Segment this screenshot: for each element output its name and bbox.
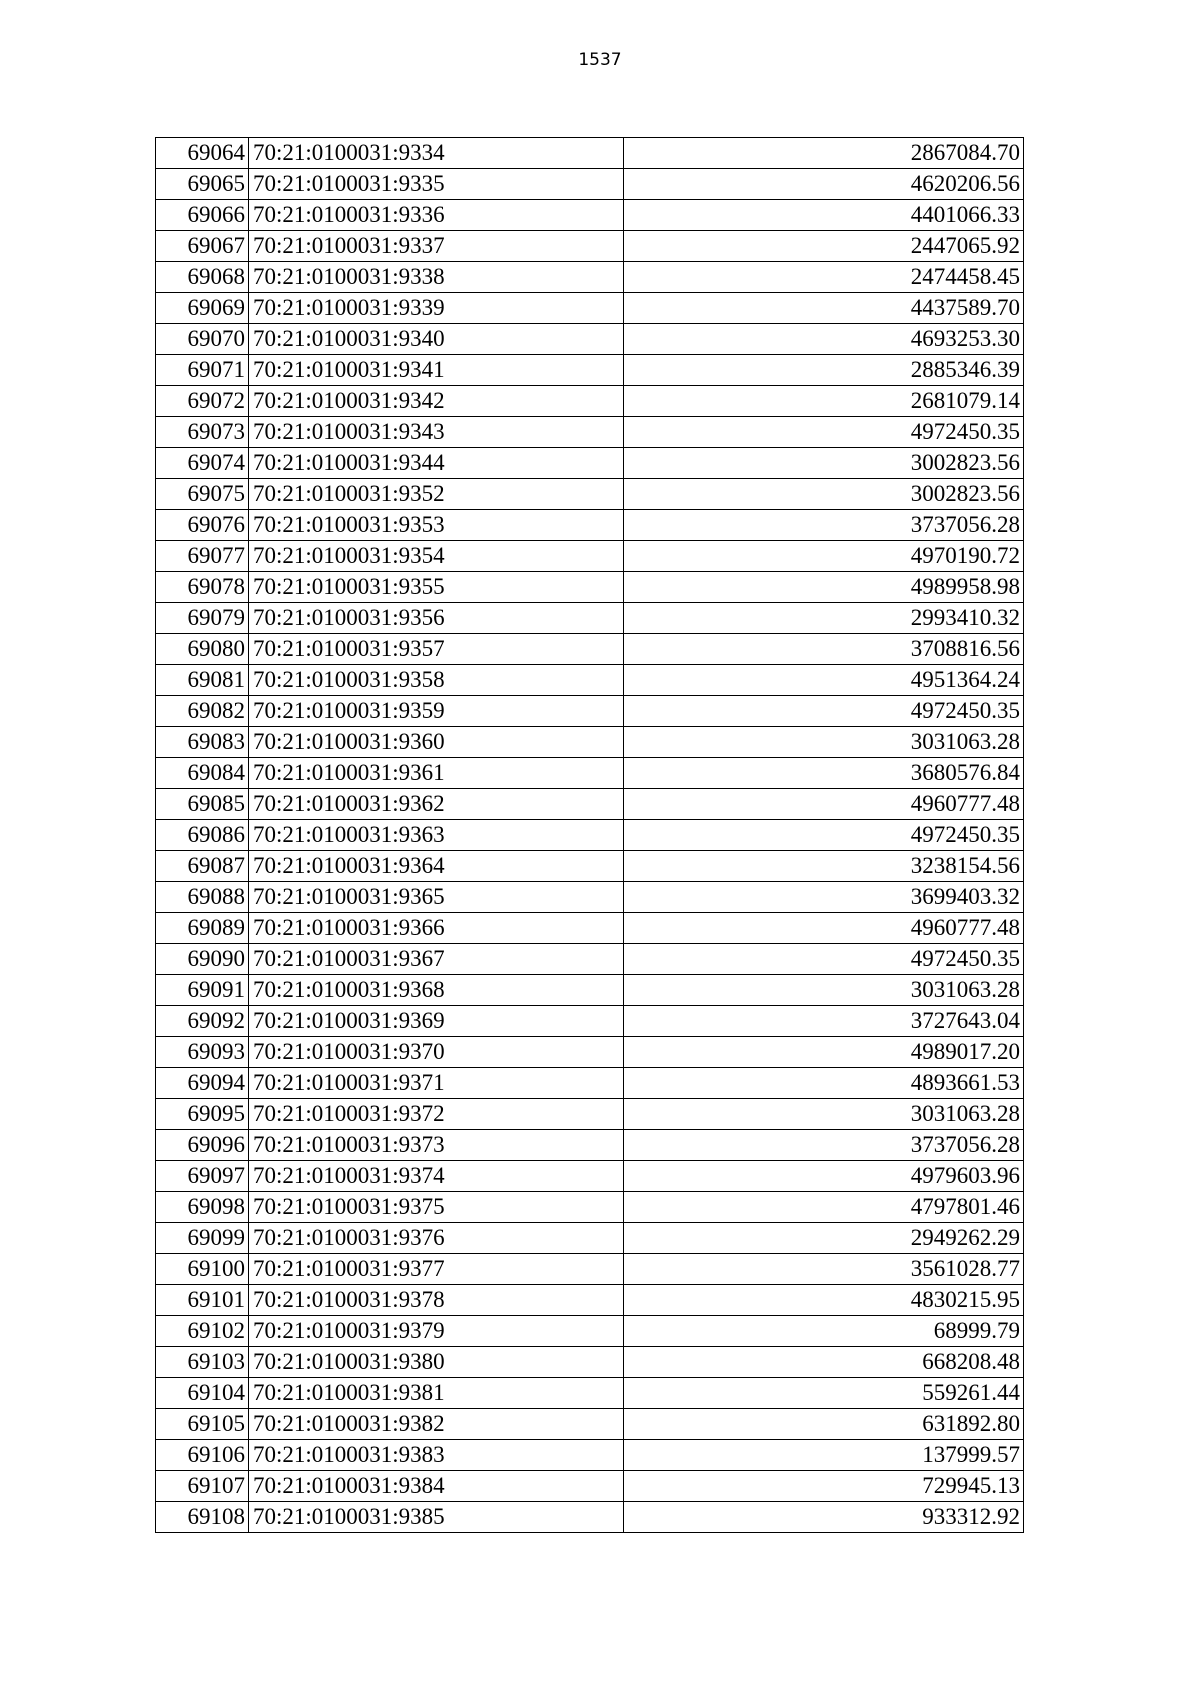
value-cell: 4693253.30 [624, 324, 1024, 355]
cadastral-number-cell: 70:21:0100031:9356 [249, 603, 624, 634]
row-number-cell: 69088 [156, 882, 249, 913]
value-cell: 4972450.35 [624, 944, 1024, 975]
table-row [156, 1502, 1024, 1533]
row-number-cell: 69072 [156, 386, 249, 417]
table-body [156, 138, 1024, 1533]
table-row [156, 479, 1024, 510]
cadastral-number-cell: 70:21:0100031:9336 [249, 200, 624, 231]
cadastral-number-cell: 70:21:0100031:9358 [249, 665, 624, 696]
table-row [156, 758, 1024, 789]
row-number-cell: 69073 [156, 417, 249, 448]
row-number-cell: 69091 [156, 975, 249, 1006]
value-cell: 2949262.29 [624, 1223, 1024, 1254]
cadastral-number-cell: 70:21:0100031:9370 [249, 1037, 624, 1068]
table-row [156, 727, 1024, 758]
value-cell: 3737056.28 [624, 1130, 1024, 1161]
table-row [156, 1347, 1024, 1378]
row-number-cell: 69067 [156, 231, 249, 262]
value-cell: 4437589.70 [624, 293, 1024, 324]
table-row [156, 851, 1024, 882]
row-number-cell: 69080 [156, 634, 249, 665]
value-cell: 4620206.56 [624, 169, 1024, 200]
cadastral-number-cell: 70:21:0100031:9359 [249, 696, 624, 727]
value-cell: 3238154.56 [624, 851, 1024, 882]
row-number-cell: 69093 [156, 1037, 249, 1068]
value-cell: 729945.13 [624, 1471, 1024, 1502]
table-row [156, 262, 1024, 293]
data-table [155, 137, 1024, 1533]
cadastral-number-cell: 70:21:0100031:9364 [249, 851, 624, 882]
table-row [156, 1440, 1024, 1471]
value-cell: 4979603.96 [624, 1161, 1024, 1192]
value-cell: 3031063.28 [624, 1099, 1024, 1130]
table-row [156, 944, 1024, 975]
cadastral-number-cell: 70:21:0100031:9369 [249, 1006, 624, 1037]
table-row [156, 1471, 1024, 1502]
cadastral-number-cell: 70:21:0100031:9341 [249, 355, 624, 386]
value-cell: 933312.92 [624, 1502, 1024, 1533]
cadastral-number-cell: 70:21:0100031:9382 [249, 1409, 624, 1440]
value-cell: 3031063.28 [624, 975, 1024, 1006]
value-cell: 2681079.14 [624, 386, 1024, 417]
value-cell: 4970190.72 [624, 541, 1024, 572]
value-cell: 4989958.98 [624, 572, 1024, 603]
value-cell: 2867084.70 [624, 138, 1024, 169]
cadastral-number-cell: 70:21:0100031:9342 [249, 386, 624, 417]
page-number: 1537 [578, 50, 622, 70]
cadastral-number-cell: 70:21:0100031:9366 [249, 913, 624, 944]
table-row [156, 820, 1024, 851]
cadastral-number-cell: 70:21:0100031:9374 [249, 1161, 624, 1192]
cadastral-number-cell: 70:21:0100031:9357 [249, 634, 624, 665]
value-cell: 3727643.04 [624, 1006, 1024, 1037]
value-cell: 631892.80 [624, 1409, 1024, 1440]
table-row [156, 913, 1024, 944]
cadastral-number-cell: 70:21:0100031:9340 [249, 324, 624, 355]
value-cell: 68999.79 [624, 1316, 1024, 1347]
value-cell: 3680576.84 [624, 758, 1024, 789]
row-number-cell: 69068 [156, 262, 249, 293]
cadastral-number-cell: 70:21:0100031:9376 [249, 1223, 624, 1254]
table-row [156, 169, 1024, 200]
row-number-cell: 69086 [156, 820, 249, 851]
cadastral-number-cell: 70:21:0100031:9372 [249, 1099, 624, 1130]
cadastral-number-cell: 70:21:0100031:9363 [249, 820, 624, 851]
row-number-cell: 69100 [156, 1254, 249, 1285]
row-number-cell: 69065 [156, 169, 249, 200]
table-row [156, 882, 1024, 913]
table-row [156, 572, 1024, 603]
row-number-cell: 69078 [156, 572, 249, 603]
cadastral-number-cell: 70:21:0100031:9335 [249, 169, 624, 200]
table-row [156, 386, 1024, 417]
row-number-cell: 69071 [156, 355, 249, 386]
table-row [156, 665, 1024, 696]
value-cell: 4830215.95 [624, 1285, 1024, 1316]
table-row [156, 293, 1024, 324]
value-cell: 3737056.28 [624, 510, 1024, 541]
row-number-cell: 69087 [156, 851, 249, 882]
cadastral-number-cell: 70:21:0100031:9371 [249, 1068, 624, 1099]
row-number-cell: 69084 [156, 758, 249, 789]
row-number-cell: 69104 [156, 1378, 249, 1409]
table-row [156, 231, 1024, 262]
row-number-cell: 69083 [156, 727, 249, 758]
value-cell: 4972450.35 [624, 417, 1024, 448]
row-number-cell: 69085 [156, 789, 249, 820]
table-row [156, 1254, 1024, 1285]
row-number-cell: 69102 [156, 1316, 249, 1347]
cadastral-number-cell: 70:21:0100031:9377 [249, 1254, 624, 1285]
value-cell: 559261.44 [624, 1378, 1024, 1409]
cadastral-number-cell: 70:21:0100031:9334 [249, 138, 624, 169]
row-number-cell: 69097 [156, 1161, 249, 1192]
value-cell: 2447065.92 [624, 231, 1024, 262]
value-cell: 4401066.33 [624, 200, 1024, 231]
cadastral-number-cell: 70:21:0100031:9352 [249, 479, 624, 510]
value-cell: 4893661.53 [624, 1068, 1024, 1099]
row-number-cell: 69106 [156, 1440, 249, 1471]
table-row [156, 603, 1024, 634]
cadastral-number-cell: 70:21:0100031:9360 [249, 727, 624, 758]
cadastral-number-cell: 70:21:0100031:9339 [249, 293, 624, 324]
cadastral-number-cell: 70:21:0100031:9344 [249, 448, 624, 479]
row-number-cell: 69069 [156, 293, 249, 324]
value-cell: 137999.57 [624, 1440, 1024, 1471]
row-number-cell: 69096 [156, 1130, 249, 1161]
table-row [156, 417, 1024, 448]
row-number-cell: 69081 [156, 665, 249, 696]
row-number-cell: 69089 [156, 913, 249, 944]
cadastral-number-cell: 70:21:0100031:9354 [249, 541, 624, 572]
cadastral-number-cell: 70:21:0100031:9353 [249, 510, 624, 541]
table-row [156, 138, 1024, 169]
table-row [156, 448, 1024, 479]
cadastral-number-cell: 70:21:0100031:9338 [249, 262, 624, 293]
cadastral-number-cell: 70:21:0100031:9375 [249, 1192, 624, 1223]
row-number-cell: 69105 [156, 1409, 249, 1440]
cadastral-number-cell: 70:21:0100031:9381 [249, 1378, 624, 1409]
value-cell: 2993410.32 [624, 603, 1024, 634]
value-cell: 3002823.56 [624, 448, 1024, 479]
value-cell: 4972450.35 [624, 696, 1024, 727]
value-cell: 668208.48 [624, 1347, 1024, 1378]
row-number-cell: 69107 [156, 1471, 249, 1502]
cadastral-number-cell: 70:21:0100031:9337 [249, 231, 624, 262]
cadastral-number-cell: 70:21:0100031:9385 [249, 1502, 624, 1533]
table-row [156, 975, 1024, 1006]
value-cell: 4972450.35 [624, 820, 1024, 851]
table-row [156, 1161, 1024, 1192]
table-row [156, 696, 1024, 727]
value-cell: 4960777.48 [624, 789, 1024, 820]
cadastral-number-cell: 70:21:0100031:9368 [249, 975, 624, 1006]
value-cell: 2474458.45 [624, 262, 1024, 293]
value-cell: 4960777.48 [624, 913, 1024, 944]
row-number-cell: 69108 [156, 1502, 249, 1533]
row-number-cell: 69074 [156, 448, 249, 479]
row-number-cell: 69077 [156, 541, 249, 572]
value-cell: 3699403.32 [624, 882, 1024, 913]
cadastral-number-cell: 70:21:0100031:9379 [249, 1316, 624, 1347]
cadastral-number-cell: 70:21:0100031:9365 [249, 882, 624, 913]
row-number-cell: 69098 [156, 1192, 249, 1223]
table-row [156, 200, 1024, 231]
value-cell: 3002823.56 [624, 479, 1024, 510]
table-row [156, 541, 1024, 572]
row-number-cell: 69064 [156, 138, 249, 169]
table-row [156, 1378, 1024, 1409]
table-row [156, 324, 1024, 355]
table-row [156, 1409, 1024, 1440]
table-row [156, 1285, 1024, 1316]
cadastral-number-cell: 70:21:0100031:9380 [249, 1347, 624, 1378]
value-cell: 3708816.56 [624, 634, 1024, 665]
row-number-cell: 69094 [156, 1068, 249, 1099]
row-number-cell: 69099 [156, 1223, 249, 1254]
row-number-cell: 69092 [156, 1006, 249, 1037]
row-number-cell: 69076 [156, 510, 249, 541]
value-cell: 2885346.39 [624, 355, 1024, 386]
value-cell: 3561028.77 [624, 1254, 1024, 1285]
cadastral-number-cell: 70:21:0100031:9361 [249, 758, 624, 789]
table-row [156, 1006, 1024, 1037]
table-row [156, 1192, 1024, 1223]
value-cell: 4797801.46 [624, 1192, 1024, 1223]
cadastral-number-cell: 70:21:0100031:9373 [249, 1130, 624, 1161]
value-cell: 4989017.20 [624, 1037, 1024, 1068]
cadastral-number-cell: 70:21:0100031:9355 [249, 572, 624, 603]
value-cell: 3031063.28 [624, 727, 1024, 758]
table-row [156, 1130, 1024, 1161]
cadastral-number-cell: 70:21:0100031:9367 [249, 944, 624, 975]
row-number-cell: 69095 [156, 1099, 249, 1130]
cadastral-number-cell: 70:21:0100031:9343 [249, 417, 624, 448]
table-row [156, 1068, 1024, 1099]
table-row [156, 1223, 1024, 1254]
row-number-cell: 69090 [156, 944, 249, 975]
value-cell: 4951364.24 [624, 665, 1024, 696]
row-number-cell: 69075 [156, 479, 249, 510]
row-number-cell: 69066 [156, 200, 249, 231]
table-row [156, 1037, 1024, 1068]
table-row [156, 634, 1024, 665]
cadastral-number-cell: 70:21:0100031:9384 [249, 1471, 624, 1502]
table-row [156, 1316, 1024, 1347]
cadastral-number-cell: 70:21:0100031:9383 [249, 1440, 624, 1471]
row-number-cell: 69079 [156, 603, 249, 634]
row-number-cell: 69101 [156, 1285, 249, 1316]
table-row [156, 355, 1024, 386]
row-number-cell: 69103 [156, 1347, 249, 1378]
cadastral-number-cell: 70:21:0100031:9362 [249, 789, 624, 820]
row-number-cell: 69082 [156, 696, 249, 727]
row-number-cell: 69070 [156, 324, 249, 355]
cadastral-number-cell: 70:21:0100031:9378 [249, 1285, 624, 1316]
table-row [156, 789, 1024, 820]
table-row [156, 1099, 1024, 1130]
table-row [156, 510, 1024, 541]
